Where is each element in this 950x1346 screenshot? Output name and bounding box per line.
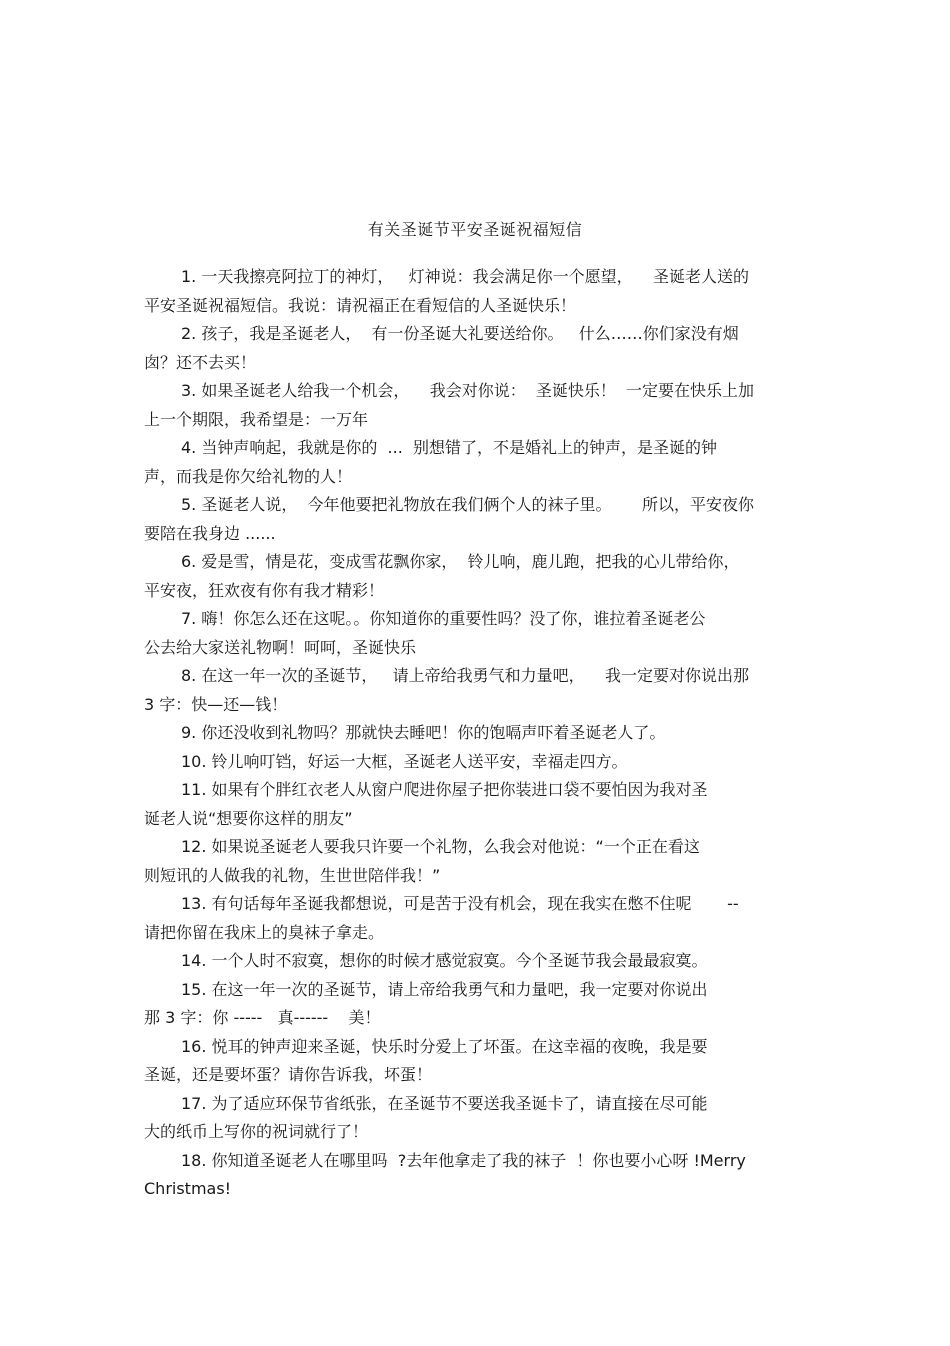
text-line: 声，而我是你欠给礼物的人！ bbox=[144, 466, 353, 486]
text-line: 大的纸币上写你的祝词就行了！ bbox=[144, 1122, 369, 1141]
text-line: 12. 如果说圣诞老人要我只许要一个礼物，么我会对他说：“一个正在看这 bbox=[181, 837, 700, 856]
document-title: 有关圣诞节平安圣诞祝福短信 bbox=[367, 220, 583, 239]
text-line: 那 3 字：你 ----- 真------ 美！ bbox=[144, 1008, 381, 1027]
text-line: 囱？还不去买！ bbox=[144, 352, 257, 372]
text-line: 6. 爱是雪，情是花，变成雪花飘你家， 铃儿响，鹿儿跑，把我的心儿带给你， bbox=[181, 552, 740, 571]
text-line: 16. 悦耳的钟声迎来圣诞，快乐时分爱上了坏蛋。在这幸福的夜晚，我是要 bbox=[181, 1036, 708, 1056]
text-line: 9. 你还没收到礼物吗？那就快去睡吧！你的饱嗝声吓着圣诞老人了。 bbox=[181, 723, 666, 742]
text-line: 平安夜，狂欢夜有你有我才精彩！ bbox=[144, 580, 385, 600]
text-line: 18. 你知道圣诞老人在哪里吗 ?去年他拿走了我的袜子 ！你也要小心呀 !Merry bbox=[181, 1150, 746, 1170]
text-line: 请把你留在我床上的臭袜子拿走。 bbox=[144, 922, 385, 942]
text-line: 3 字：快—还—钱！ bbox=[144, 694, 288, 714]
text-line: 8. 在这一年一次的圣诞节， 请上帝给我勇气和力量吧， 我一定要对你说出那 bbox=[181, 666, 749, 685]
text-line: 5. 圣诞老人说， 今年他要把礼物放在我们俩个人的袜子里。 所以，平安夜你 bbox=[181, 495, 755, 514]
text-line: 平安圣诞祝福短信。我说：请祝福正在看短信的人圣诞快乐！ bbox=[144, 295, 577, 315]
text-line: 15. 在这一年一次的圣诞节，请上帝给我勇气和力量吧，我一定要对你说出 bbox=[181, 979, 708, 999]
text-line: 2. 孩子，我是圣诞老人， 有一份圣诞大礼要送给你。 什么……你们家没有烟 bbox=[181, 324, 739, 343]
text-line: Christmas! bbox=[144, 1179, 232, 1198]
text-line: 1. 一天我擦亮阿拉丁的神灯， 灯神说：我会满足你一个愿望， 圣诞老人送的 bbox=[181, 267, 749, 286]
text-line: 4. 当钟声响起，我就是你的 ... 别想错了，不是婚礼上的钟声，是圣诞的钟 bbox=[181, 438, 717, 457]
text-line: 则短讯的人做我的礼物，生世世陪伴我！” bbox=[144, 865, 441, 885]
document-body bbox=[144, 263, 804, 1204]
text-line: 3. 如果圣诞老人给我一个机会， 我会对你说： 圣诞快乐！ 一定要在快乐上加 bbox=[181, 381, 755, 400]
text-line: 14. 一个人时不寂寞，想你的时候才感觉寂寞。今个圣诞节我会最最寂寞。 bbox=[181, 951, 708, 970]
text-line: 17. 为了适应环保节省纸张，在圣诞节不要送我圣诞卡了，请直接在尽可能 bbox=[181, 1093, 708, 1113]
text-line: 10. 铃儿响叮铛，好运一大框，圣诞老人送平安，幸福走四方。 bbox=[181, 751, 628, 771]
text-line: 要陪在我身边 ...... bbox=[144, 523, 276, 543]
text-line: 圣诞，还是要坏蛋？请你告诉我，坏蛋！ bbox=[144, 1065, 433, 1084]
text-line: 7. 嗨！你怎么还在这呢。。你知道你的重要性吗？没了你，谁拉着圣诞老公 bbox=[181, 609, 706, 628]
text-line: 上一个期限，我希望是：一万年 bbox=[144, 409, 369, 429]
text-line: 11. 如果有个胖红衣老人从窗户爬进你屋子把你装进口袋不要怕因为我对圣 bbox=[181, 780, 708, 799]
text-line: 公去给大家送礼物啊！呵呵，圣诞快乐 bbox=[144, 637, 417, 657]
text-line: 13. 有句话每年圣诞我都想说，可是苦于没有机会，现在我实在憋不住呢 -- bbox=[181, 894, 739, 913]
text-line: 诞老人说“想要你这样的朋友” bbox=[144, 808, 353, 828]
